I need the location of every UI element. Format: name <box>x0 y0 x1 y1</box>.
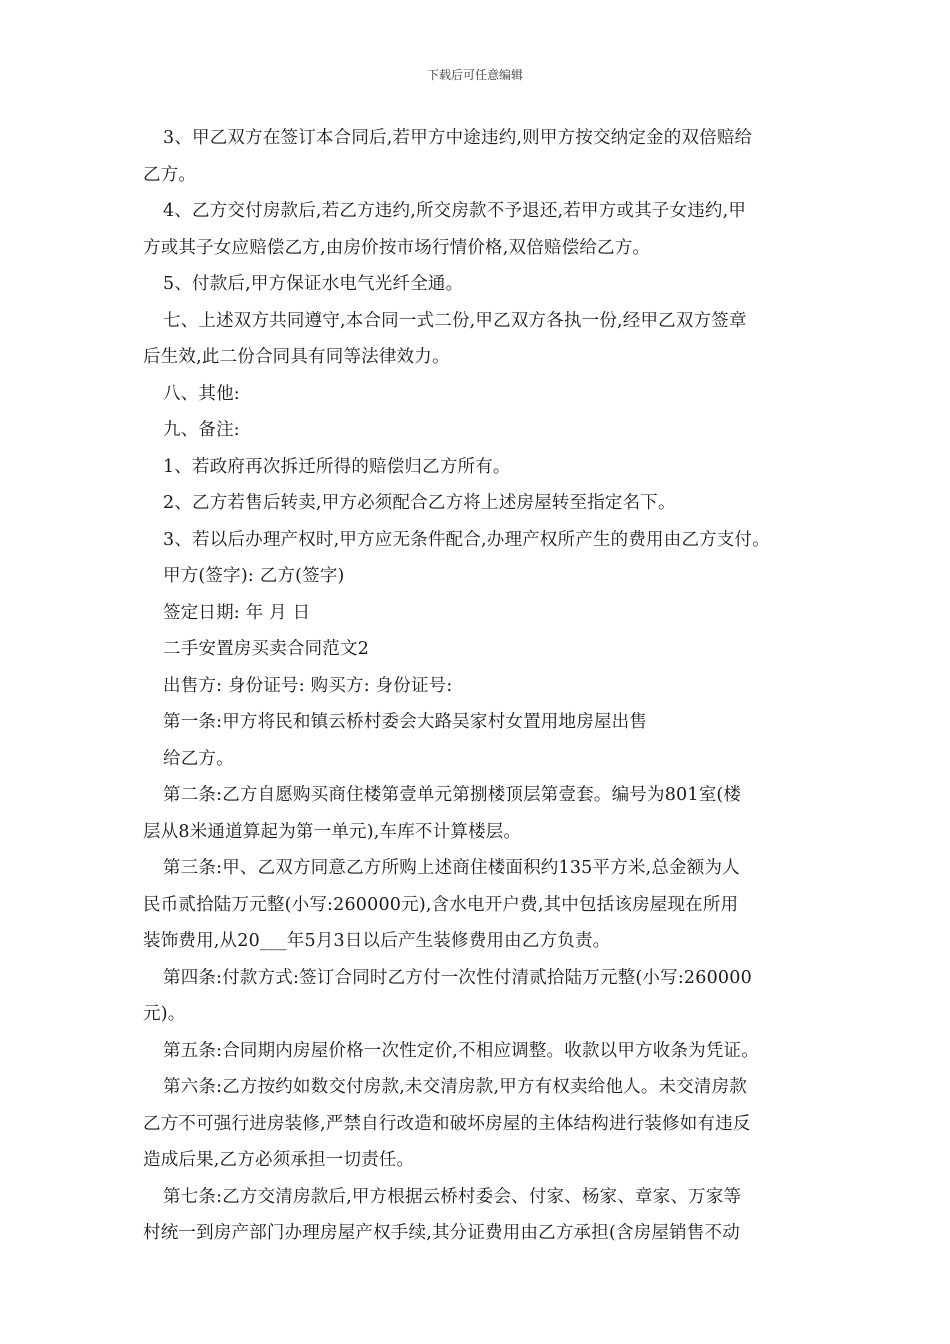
text-line: 3、若以后办理产权时,甲方应无条件配合,办理产权所产生的费用由乙方支付。 <box>163 529 770 550</box>
text-line: 3、甲乙双方在签订本合同后,若甲方中途违约,则甲方按交纳定金的双倍赔给 <box>163 128 753 148</box>
text-line: 方或其子女应赔偿乙方,由房价按市场行情价格,双倍赔偿给乙方。 <box>143 237 651 258</box>
text-line: 第六条:乙方按约如数交付房款,未交清房款,甲方有权卖给他人。未交清房款 <box>163 1077 748 1097</box>
text-line: 5、付款后,甲方保证水电气光纤全通。 <box>163 274 464 294</box>
text-line: 村统一到房产部门办理房屋产权手续,其分证费用由乙方承担(含房屋销售不动 <box>143 1223 740 1243</box>
text-line: 出售方: 身份证号: 购买方: 身份证号: <box>163 675 453 696</box>
text-line: 第四条:付款方式:签订合同时乙方付一次性付清贰拾陆万元整(小写:260000 <box>163 967 752 988</box>
text-line: 第一条:甲方将民和镇云桥村委会大路吴家村女置用地房屋出售 <box>163 712 647 732</box>
text-line: 乙方。 <box>143 164 197 185</box>
text-line: 第七条:乙方交清房款后,甲方根据云桥村委会、付家、杨家、章家、万家等 <box>163 1186 742 1207</box>
text-line: 第二条:乙方自愿购买商住楼第壹单元第捌楼顶层第壹套。编号为801室(楼 <box>163 785 742 805</box>
page-header-note: 下载后可任意编辑 <box>426 68 523 82</box>
text-line: 二手安置房买卖合同范文2 <box>163 639 370 659</box>
document-body <box>143 120 813 1252</box>
text-line: 层从8米通道算起为第一单元),车库不计算楼层。 <box>143 821 522 842</box>
text-line: 第五条:合同期内房屋价格一次性定价,不相应调整。收款以甲方收条为凭证。 <box>163 1040 759 1061</box>
text-line: 八、其他: <box>163 383 240 404</box>
text-line: 签定日期: 年 月 日 <box>163 602 311 623</box>
text-line: 乙方不可强行进房装修,严禁自行改造和破坏房屋的主体结构进行装修如有违反 <box>143 1113 751 1134</box>
text-line: 2、乙方若售后转卖,甲方必须配合乙方将上述房屋转至指定名下。 <box>163 493 676 513</box>
text-line: 后生效,此二份合同具有同等法律效力。 <box>143 347 450 367</box>
text-line: 元)。 <box>143 1004 186 1024</box>
text-line: 民币贰拾陆万元整(小写:260000元),含水电开户费,其中包括该房屋现在所用 <box>143 894 739 915</box>
text-line: 造成后果,乙方必须承担一切责任。 <box>143 1150 415 1170</box>
text-line: 1、若政府再次拆迁所得的赔偿归乙方所有。 <box>163 456 511 477</box>
text-line: 第三条:甲、乙双方同意乙方所购上述商住楼面积约135平方米,总金额为人 <box>163 858 740 878</box>
text-line: 给乙方。 <box>163 748 234 769</box>
text-line: 九、备注: <box>163 420 240 440</box>
text-line: 装饰费用,从20___年5月3日以后产生装修费用由乙方负责。 <box>143 931 611 951</box>
text-line: 七、上述双方共同遵守,本合同一式二份,甲乙双方各执一份,经甲乙双方签章 <box>163 310 747 331</box>
text-line: 4、乙方交付房款后,若乙方违约,所交房款不予退还,若甲方或其子女违约,甲 <box>163 201 747 221</box>
text-line: 甲方(签字): 乙方(签字) <box>163 566 345 586</box>
